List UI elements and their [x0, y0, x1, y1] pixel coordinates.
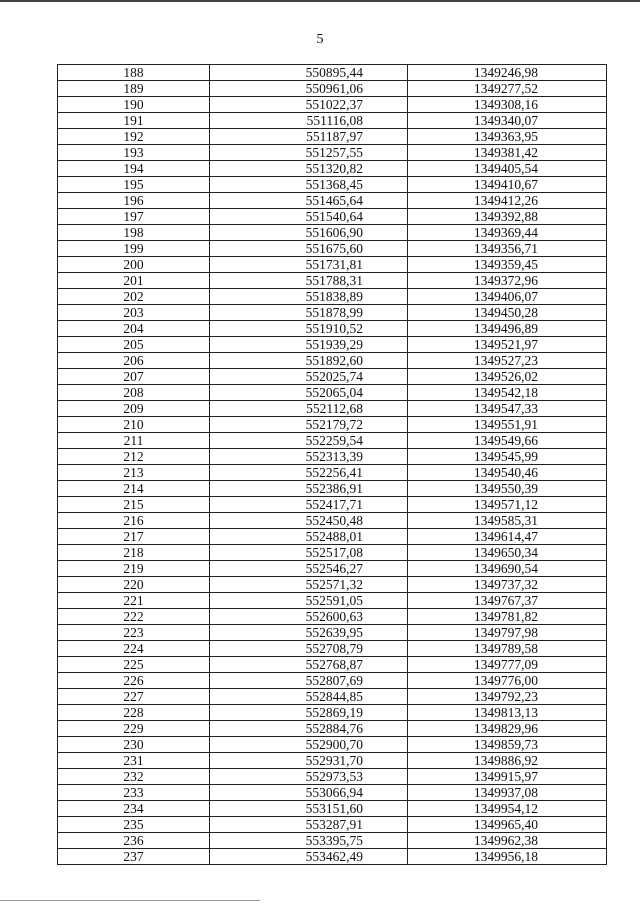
x-coordinate-cell: 552807,69 — [210, 673, 408, 689]
table-row — [58, 161, 607, 177]
x-coordinate-cell: 552884,76 — [210, 721, 408, 737]
x-coordinate-cell: 551838,89 — [210, 289, 408, 305]
table-row — [58, 97, 607, 113]
y-coordinate-cell: 1349859,73 — [408, 737, 607, 753]
x-coordinate-cell: 551910,52 — [210, 321, 408, 337]
x-coordinate-cell: 552639,95 — [210, 625, 408, 641]
table-row — [58, 753, 607, 769]
table-row — [58, 449, 607, 465]
point-number-cell: 209 — [58, 401, 210, 417]
table-row — [58, 129, 607, 145]
x-coordinate-cell: 552973,53 — [210, 769, 408, 785]
point-number-cell: 199 — [58, 241, 210, 257]
page-top-edge — [0, 0, 640, 2]
x-coordinate-cell: 551257,55 — [210, 145, 408, 161]
table-row — [58, 833, 607, 849]
x-coordinate-cell: 552112,68 — [210, 401, 408, 417]
y-coordinate-cell: 1349540,46 — [408, 465, 607, 481]
table-row — [58, 337, 607, 353]
point-number-cell: 220 — [58, 577, 210, 593]
point-number-cell: 234 — [58, 801, 210, 817]
y-coordinate-cell: 1349521,97 — [408, 337, 607, 353]
table-row — [58, 65, 607, 81]
x-coordinate-cell: 552768,87 — [210, 657, 408, 673]
x-coordinate-cell: 552517,08 — [210, 545, 408, 561]
table-row — [58, 545, 607, 561]
x-coordinate-cell: 551606,90 — [210, 225, 408, 241]
coordinates-table — [57, 64, 607, 865]
x-coordinate-cell: 552417,71 — [210, 497, 408, 513]
y-coordinate-cell: 1349450,28 — [408, 305, 607, 321]
table-row — [58, 769, 607, 785]
x-coordinate-cell: 550961,06 — [210, 81, 408, 97]
point-number-cell: 210 — [58, 417, 210, 433]
point-number-cell: 223 — [58, 625, 210, 641]
table-row — [58, 385, 607, 401]
page-number: 5 — [316, 32, 324, 47]
table-row — [58, 417, 607, 433]
point-number-cell: 195 — [58, 177, 210, 193]
point-number-cell: 236 — [58, 833, 210, 849]
table-row — [58, 657, 607, 673]
y-coordinate-cell: 1349767,37 — [408, 593, 607, 609]
point-number-cell: 188 — [58, 65, 210, 81]
point-number-cell: 202 — [58, 289, 210, 305]
x-coordinate-cell: 552450,48 — [210, 513, 408, 529]
point-number-cell: 201 — [58, 273, 210, 289]
y-coordinate-cell: 1349797,98 — [408, 625, 607, 641]
point-number-cell: 192 — [58, 129, 210, 145]
point-number-cell: 198 — [58, 225, 210, 241]
table-row — [58, 305, 607, 321]
point-number-cell: 190 — [58, 97, 210, 113]
y-coordinate-cell: 1349406,07 — [408, 289, 607, 305]
point-number-cell: 215 — [58, 497, 210, 513]
table-row — [58, 641, 607, 657]
point-number-cell: 189 — [58, 81, 210, 97]
y-coordinate-cell: 1349551,91 — [408, 417, 607, 433]
x-coordinate-cell: 552844,85 — [210, 689, 408, 705]
x-coordinate-cell: 552708,79 — [210, 641, 408, 657]
table-row — [58, 273, 607, 289]
x-coordinate-cell: 553395,75 — [210, 833, 408, 849]
y-coordinate-cell: 1349789,58 — [408, 641, 607, 657]
table-row — [58, 257, 607, 273]
point-number-cell: 204 — [58, 321, 210, 337]
table-row — [58, 145, 607, 161]
table-row — [58, 225, 607, 241]
y-coordinate-cell: 1349545,99 — [408, 449, 607, 465]
table-row — [58, 513, 607, 529]
point-number-cell: 216 — [58, 513, 210, 529]
table-row — [58, 577, 607, 593]
x-coordinate-cell: 551320,82 — [210, 161, 408, 177]
coordinates-table-body — [58, 65, 607, 865]
point-number-cell: 228 — [58, 705, 210, 721]
table-row — [58, 241, 607, 257]
x-coordinate-cell: 552600,63 — [210, 609, 408, 625]
y-coordinate-cell: 1349962,38 — [408, 833, 607, 849]
y-coordinate-cell: 1349381,42 — [408, 145, 607, 161]
point-number-cell: 233 — [58, 785, 210, 801]
table-row — [58, 481, 607, 497]
point-number-cell: 224 — [58, 641, 210, 657]
point-number-cell: 217 — [58, 529, 210, 545]
x-coordinate-cell: 551465,64 — [210, 193, 408, 209]
point-number-cell: 207 — [58, 369, 210, 385]
y-coordinate-cell: 1349372,96 — [408, 273, 607, 289]
y-coordinate-cell: 1349937,08 — [408, 785, 607, 801]
y-coordinate-cell: 1349956,18 — [408, 849, 607, 865]
table-row — [58, 209, 607, 225]
y-coordinate-cell: 1349392,88 — [408, 209, 607, 225]
y-coordinate-cell: 1349915,97 — [408, 769, 607, 785]
table-row — [58, 705, 607, 721]
table-row — [58, 609, 607, 625]
point-number-cell: 214 — [58, 481, 210, 497]
table-row — [58, 81, 607, 97]
y-coordinate-cell: 1349363,95 — [408, 129, 607, 145]
x-coordinate-cell: 551187,97 — [210, 129, 408, 145]
point-number-cell: 213 — [58, 465, 210, 481]
table-row — [58, 737, 607, 753]
table-row — [58, 689, 607, 705]
table-row — [58, 433, 607, 449]
y-coordinate-cell: 1349954,12 — [408, 801, 607, 817]
point-number-cell: 231 — [58, 753, 210, 769]
table-row — [58, 465, 607, 481]
x-coordinate-cell: 552386,91 — [210, 481, 408, 497]
table-row — [58, 353, 607, 369]
x-coordinate-cell: 551788,31 — [210, 273, 408, 289]
point-number-cell: 208 — [58, 385, 210, 401]
y-coordinate-cell: 1349829,96 — [408, 721, 607, 737]
table-row — [58, 497, 607, 513]
point-number-cell: 218 — [58, 545, 210, 561]
y-coordinate-cell: 1349737,32 — [408, 577, 607, 593]
y-coordinate-cell: 1349359,45 — [408, 257, 607, 273]
y-coordinate-cell: 1349496,89 — [408, 321, 607, 337]
point-number-cell: 229 — [58, 721, 210, 737]
table-row — [58, 849, 607, 865]
x-coordinate-cell: 552869,19 — [210, 705, 408, 721]
y-coordinate-cell: 1349410,67 — [408, 177, 607, 193]
y-coordinate-cell: 1349526,02 — [408, 369, 607, 385]
y-coordinate-cell: 1349777,09 — [408, 657, 607, 673]
table-row — [58, 593, 607, 609]
y-coordinate-cell: 1349965,40 — [408, 817, 607, 833]
y-coordinate-cell: 1349405,54 — [408, 161, 607, 177]
y-coordinate-cell: 1349542,18 — [408, 385, 607, 401]
y-coordinate-cell: 1349246,98 — [408, 65, 607, 81]
point-number-cell: 193 — [58, 145, 210, 161]
table-row — [58, 817, 607, 833]
y-coordinate-cell: 1349277,52 — [408, 81, 607, 97]
y-coordinate-cell: 1349781,82 — [408, 609, 607, 625]
x-coordinate-cell: 552546,27 — [210, 561, 408, 577]
x-coordinate-cell: 551675,60 — [210, 241, 408, 257]
x-coordinate-cell: 551368,45 — [210, 177, 408, 193]
point-number-cell: 203 — [58, 305, 210, 321]
table-row — [58, 561, 607, 577]
point-number-cell: 237 — [58, 849, 210, 865]
point-number-cell: 205 — [58, 337, 210, 353]
x-coordinate-cell: 552025,74 — [210, 369, 408, 385]
x-coordinate-cell: 553151,60 — [210, 801, 408, 817]
table-row — [58, 625, 607, 641]
x-coordinate-cell: 553066,94 — [210, 785, 408, 801]
table-row — [58, 369, 607, 385]
x-coordinate-cell: 551731,81 — [210, 257, 408, 273]
point-number-cell: 211 — [58, 433, 210, 449]
y-coordinate-cell: 1349614,47 — [408, 529, 607, 545]
x-coordinate-cell: 552179,72 — [210, 417, 408, 433]
y-coordinate-cell: 1349369,44 — [408, 225, 607, 241]
x-coordinate-cell: 552571,32 — [210, 577, 408, 593]
x-coordinate-cell: 552591,05 — [210, 593, 408, 609]
x-coordinate-cell: 551022,37 — [210, 97, 408, 113]
table-row — [58, 529, 607, 545]
table-row — [58, 321, 607, 337]
point-number-cell: 219 — [58, 561, 210, 577]
y-coordinate-cell: 1349650,34 — [408, 545, 607, 561]
table-row — [58, 177, 607, 193]
y-coordinate-cell: 1349412,26 — [408, 193, 607, 209]
y-coordinate-cell: 1349690,54 — [408, 561, 607, 577]
x-coordinate-cell: 551116,08 — [210, 113, 408, 129]
x-coordinate-cell: 552900,70 — [210, 737, 408, 753]
table-row — [58, 801, 607, 817]
point-number-cell: 191 — [58, 113, 210, 129]
table-row — [58, 721, 607, 737]
x-coordinate-cell: 550895,44 — [210, 65, 408, 81]
x-coordinate-cell: 552256,41 — [210, 465, 408, 481]
point-number-cell: 206 — [58, 353, 210, 369]
x-coordinate-cell: 551939,29 — [210, 337, 408, 353]
x-coordinate-cell: 552931,70 — [210, 753, 408, 769]
y-coordinate-cell: 1349550,39 — [408, 481, 607, 497]
point-number-cell: 222 — [58, 609, 210, 625]
y-coordinate-cell: 1349571,12 — [408, 497, 607, 513]
table-row — [58, 289, 607, 305]
table-row — [58, 673, 607, 689]
x-coordinate-cell: 551540,64 — [210, 209, 408, 225]
table-row — [58, 193, 607, 209]
table-row — [58, 113, 607, 129]
y-coordinate-cell: 1349308,16 — [408, 97, 607, 113]
point-number-cell: 197 — [58, 209, 210, 225]
x-coordinate-cell: 552313,39 — [210, 449, 408, 465]
point-number-cell: 232 — [58, 769, 210, 785]
point-number-cell: 225 — [58, 657, 210, 673]
y-coordinate-cell: 1349547,33 — [408, 401, 607, 417]
point-number-cell: 200 — [58, 257, 210, 273]
table-row — [58, 785, 607, 801]
table-row — [58, 401, 607, 417]
point-number-cell: 194 — [58, 161, 210, 177]
x-coordinate-cell: 552488,01 — [210, 529, 408, 545]
point-number-cell: 212 — [58, 449, 210, 465]
y-coordinate-cell: 1349886,92 — [408, 753, 607, 769]
y-coordinate-cell: 1349813,13 — [408, 705, 607, 721]
point-number-cell: 230 — [58, 737, 210, 753]
y-coordinate-cell: 1349792,23 — [408, 689, 607, 705]
y-coordinate-cell: 1349585,31 — [408, 513, 607, 529]
x-coordinate-cell: 551892,60 — [210, 353, 408, 369]
x-coordinate-cell: 552259,54 — [210, 433, 408, 449]
y-coordinate-cell: 1349527,23 — [408, 353, 607, 369]
point-number-cell: 235 — [58, 817, 210, 833]
y-coordinate-cell: 1349340,07 — [408, 113, 607, 129]
point-number-cell: 226 — [58, 673, 210, 689]
point-number-cell: 221 — [58, 593, 210, 609]
footer-rule — [0, 900, 260, 901]
y-coordinate-cell: 1349549,66 — [408, 433, 607, 449]
x-coordinate-cell: 551878,99 — [210, 305, 408, 321]
y-coordinate-cell: 1349776,00 — [408, 673, 607, 689]
y-coordinate-cell: 1349356,71 — [408, 241, 607, 257]
x-coordinate-cell: 552065,04 — [210, 385, 408, 401]
x-coordinate-cell: 553287,91 — [210, 817, 408, 833]
point-number-cell: 196 — [58, 193, 210, 209]
x-coordinate-cell: 553462,49 — [210, 849, 408, 865]
point-number-cell: 227 — [58, 689, 210, 705]
